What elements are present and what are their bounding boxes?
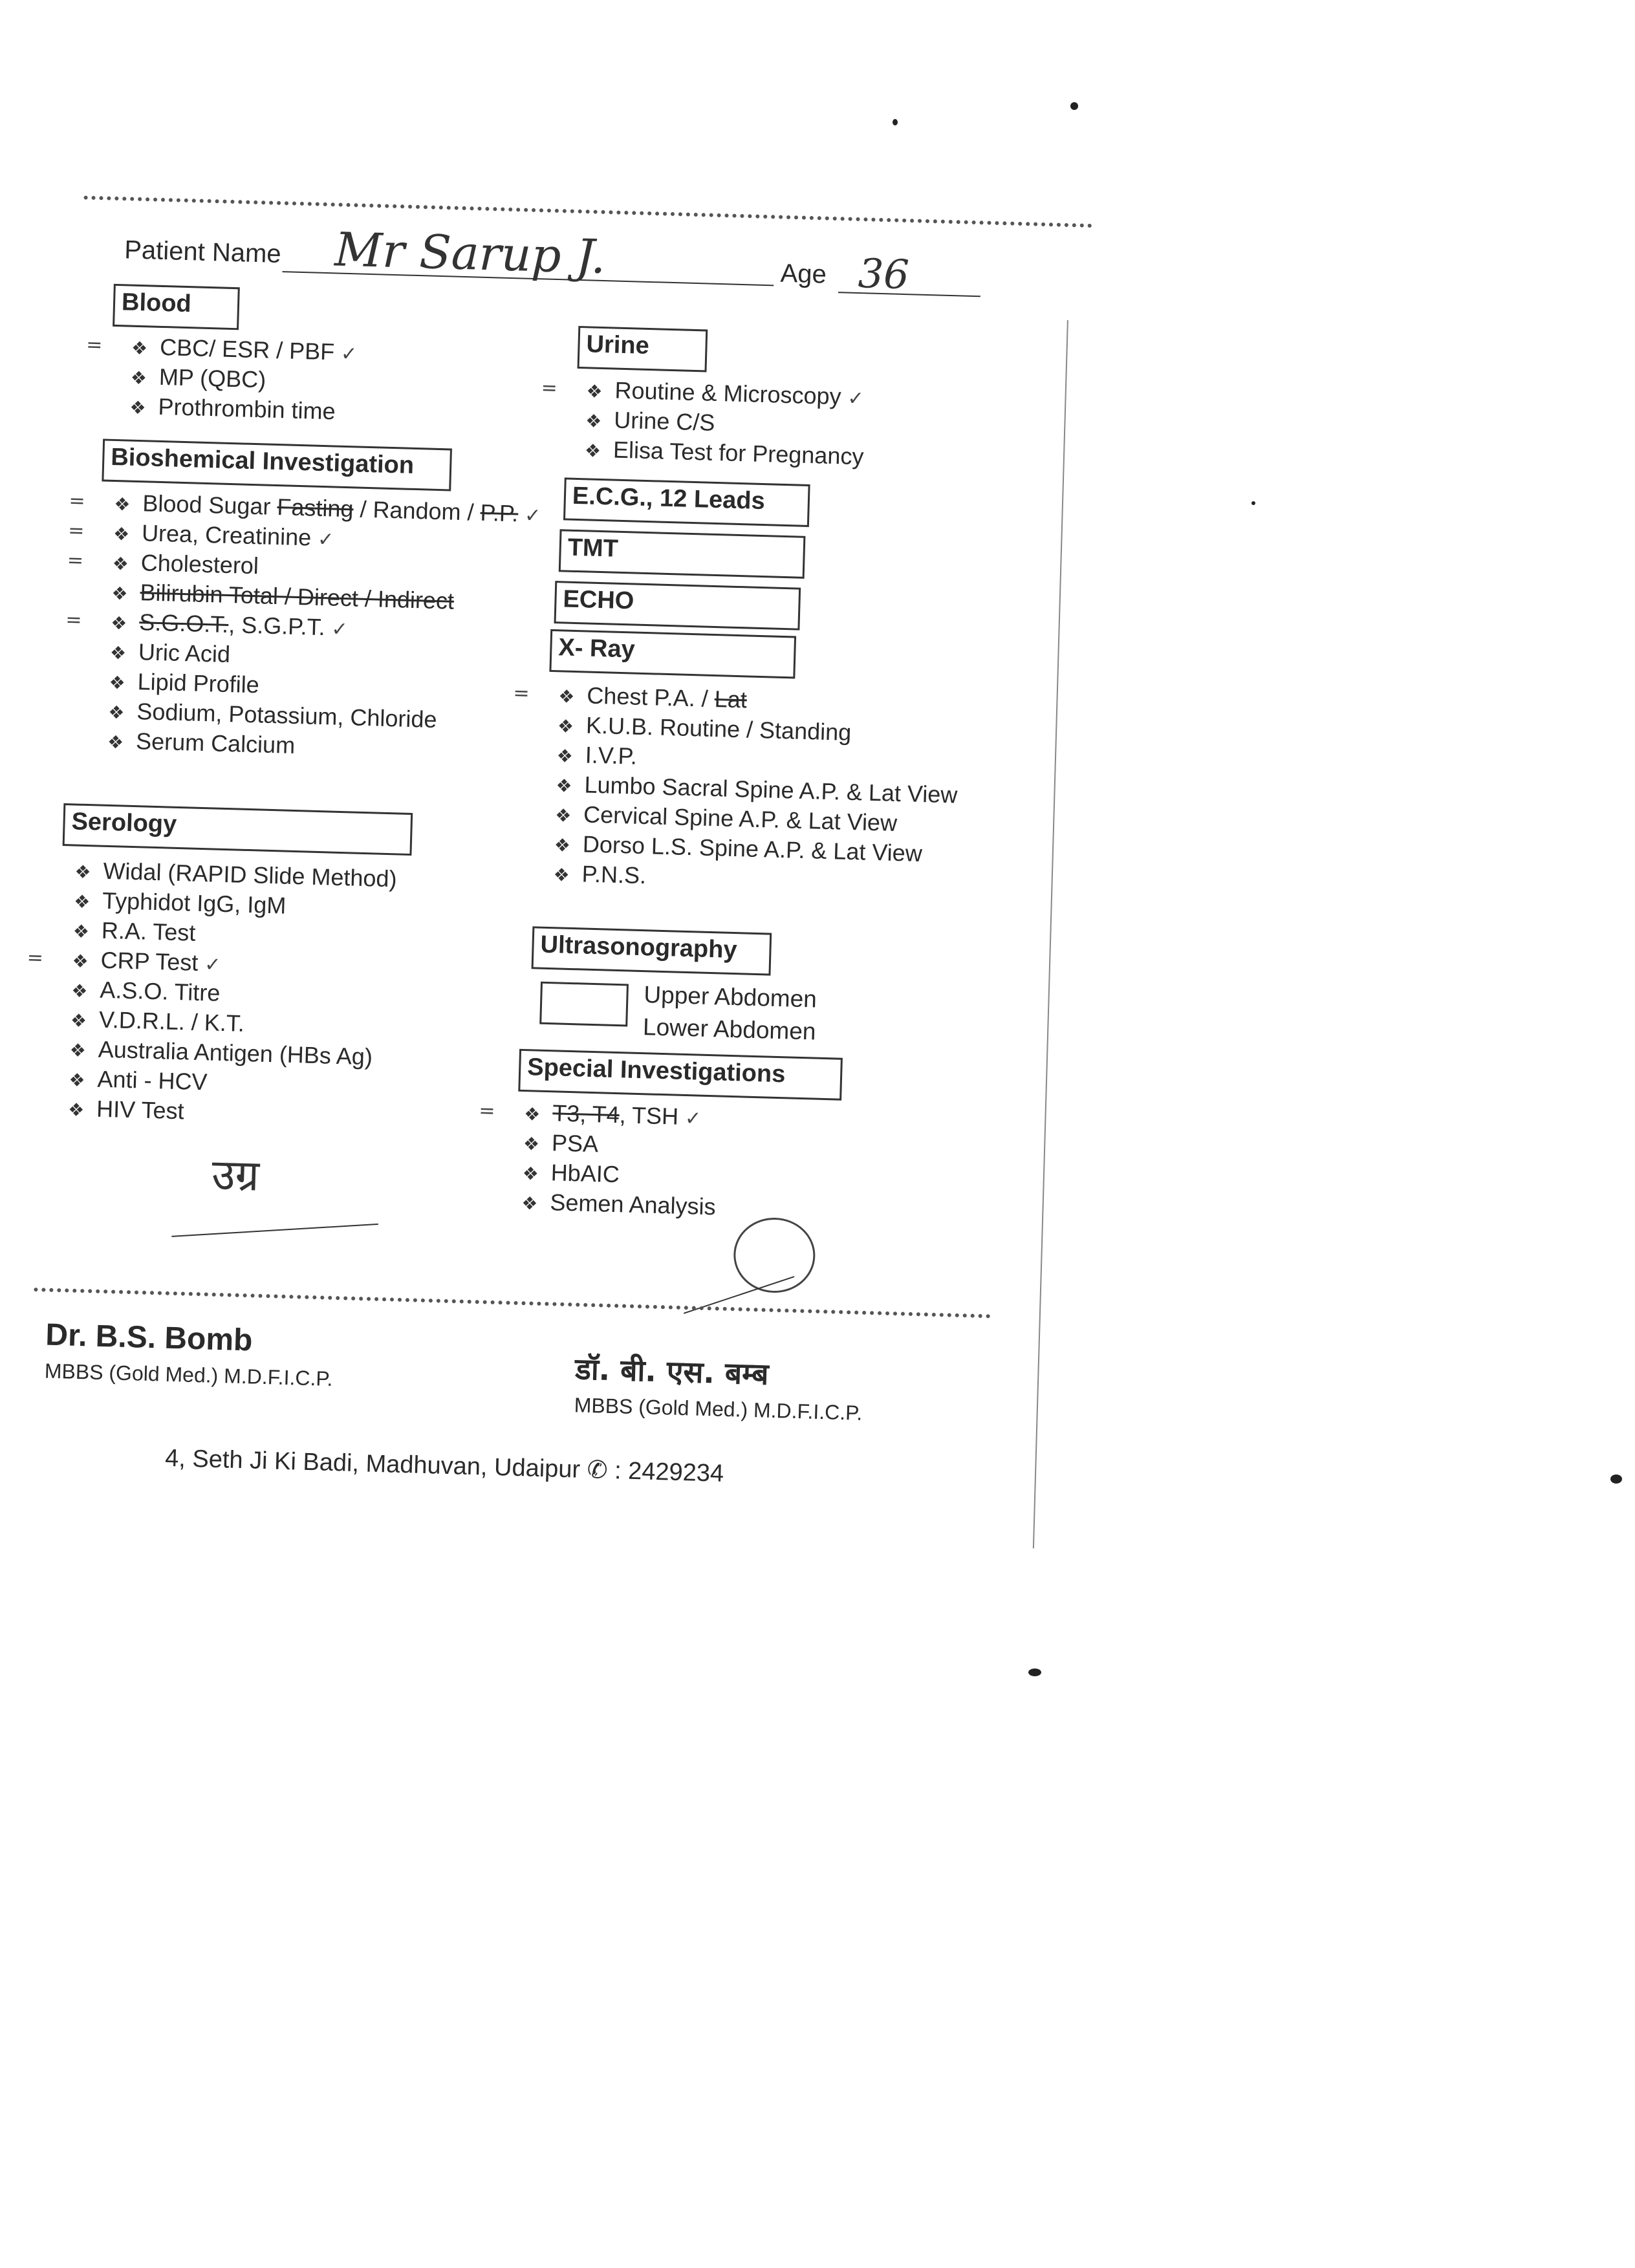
diamond-bullet-icon: ❖ [69, 1070, 86, 1091]
list-item: ❖ Dorso L.S. Spine A.P. & Lat View [554, 830, 923, 867]
list-item: ❖ Semen Analysis [521, 1189, 717, 1220]
diamond-bullet-icon: ❖ [521, 1193, 538, 1214]
diamond-bullet-icon: ❖ [110, 612, 127, 634]
diamond-bullet-icon: ❖ [586, 381, 603, 402]
diamond-bullet-icon: ❖ [109, 642, 127, 664]
diamond-bullet-icon: ❖ [113, 523, 130, 545]
doctor-name: Dr. B.S. Bomb [45, 1317, 254, 1358]
scan-speck [1251, 501, 1255, 505]
list-item: ❖ Urine C/S [585, 406, 715, 436]
list-item: ❖ Lumbo Sacral Spine A.P. & Lat View [556, 771, 958, 808]
diamond-bullet-icon: ❖ [112, 553, 129, 574]
dash-mark: = [67, 549, 84, 572]
diamond-bullet-icon: ❖ [556, 775, 573, 796]
list-item: ❖ K.U.B. Routine / Standing [557, 711, 852, 746]
list-item: ❖ Widal (RAPID Slide Method) [74, 857, 398, 892]
dash-mark: = [85, 333, 103, 357]
form-right-edge [1033, 320, 1068, 1548]
list-item: ❖ Uric Acid [109, 636, 537, 678]
section-title-xray: X- Ray [549, 629, 796, 679]
section-title-serology: Serology [63, 803, 413, 856]
check-mark-icon: ✓ [204, 953, 221, 977]
section-title-biochemical: Bioshemical Investigation [102, 438, 452, 491]
diamond-bullet-icon: ❖ [69, 1040, 87, 1061]
list-item: ❖ I.V.P. [556, 739, 958, 780]
special-list [478, 1097, 719, 1222]
list-item: ❖ HbAIC [522, 1157, 717, 1192]
list-item: ❖ Australia Antigen (HBs Ag) [69, 1035, 373, 1070]
list-item: = ❖ T3, T4, TSH ✓ [524, 1097, 719, 1132]
list-item: ❖ PSA [523, 1127, 717, 1162]
diamond-bullet-icon: ❖ [523, 1134, 540, 1154]
check-mark-icon: ✓ [331, 618, 349, 642]
patient-name-value: Mr Sarup J. [334, 222, 607, 285]
dash-mark: = [65, 608, 82, 632]
ultrasonography-lower: Lower Abdomen [642, 1013, 817, 1045]
diamond-bullet-icon: ❖ [522, 1163, 539, 1184]
diamond-bullet-icon: ❖ [72, 921, 90, 942]
diamond-bullet-icon: ❖ [129, 397, 147, 418]
list-item: ❖ Elisa Test for Pregnancy [584, 436, 864, 470]
check-mark-icon: ✓ [684, 1107, 702, 1130]
list-item: = ❖ CBC/ ESR / PBF ✓ [131, 332, 358, 368]
list-item: ❖ Lipid Profile [109, 668, 260, 698]
diamond-bullet-icon: ❖ [584, 440, 601, 461]
diamond-bullet-icon: ❖ [130, 367, 147, 389]
scan-speck [1070, 102, 1078, 110]
serology-list [27, 856, 398, 1132]
scan-speck [893, 119, 898, 125]
list-item: = ❖ Chest P.A. / Lat [558, 680, 960, 720]
diamond-bullet-icon: ❖ [67, 1099, 85, 1121]
diamond-bullet-icon: ❖ [557, 716, 574, 737]
list-item: = ❖ Urea, Creatinine ✓ [113, 517, 541, 559]
check-mark-icon: ✓ [340, 342, 358, 366]
list-item: ❖ HIV Test [68, 1093, 391, 1132]
dash-mark: = [478, 1099, 496, 1123]
diamond-bullet-icon: ❖ [131, 338, 148, 359]
list-item: ❖ Cervical Spine A.P. & Lat View [554, 801, 898, 836]
xray-list [512, 680, 960, 899]
signature-line [171, 1224, 378, 1237]
diamond-bullet-icon: ❖ [74, 861, 92, 883]
section-title-tmt: TMT [559, 529, 806, 579]
scan-speck [1028, 1669, 1041, 1676]
list-item: = ❖ CRP Test ✓ [72, 944, 395, 983]
lab-requisition-form [0, 188, 1034, 1567]
section-title-ultrasonography: Ultrasonography [532, 926, 772, 975]
list-item: ❖ Prothrombin time [129, 393, 336, 425]
age-value: 36 [857, 249, 910, 299]
diamond-bullet-icon: ❖ [585, 411, 602, 431]
list-item: = ❖ S.G.O.T., S.G.P.T. ✓ [111, 607, 538, 648]
scan-speck [1610, 1474, 1622, 1484]
footer-divider [34, 1288, 991, 1318]
diamond-bullet-icon: ❖ [109, 672, 126, 693]
list-item: ❖ R.A. Test [72, 916, 196, 946]
list-item: ❖ Bilirubin Total / Direct / Indirect [111, 579, 455, 614]
diamond-bullet-icon: ❖ [111, 583, 129, 604]
section-title-ecg: E.C.G., 12 Leads [563, 477, 810, 527]
patient-name-label: Patient Name [124, 235, 282, 269]
doctor-qualifications: MBBS (Gold Med.) M.D.F.I.C.P. [44, 1359, 333, 1390]
blood-list [85, 332, 358, 427]
age-label: Age [780, 259, 827, 289]
doctor-name-hindi: डॉ. बी. एस. बम्ब [574, 1351, 770, 1392]
check-mark-icon: ✓ [524, 504, 541, 528]
diamond-bullet-icon: ❖ [72, 951, 89, 972]
dash-mark: = [541, 376, 558, 400]
diamond-bullet-icon: ❖ [558, 686, 575, 707]
dash-mark: = [69, 490, 86, 513]
dash-mark: = [27, 946, 44, 970]
list-item: ❖ Serum Calcium [107, 728, 296, 759]
dash-mark: = [67, 519, 85, 543]
list-item: = ❖ Cholesterol [112, 547, 539, 589]
diamond-bullet-icon: ❖ [107, 731, 124, 753]
diamond-bullet-icon: ❖ [70, 1010, 87, 1031]
diamond-bullet-icon: ❖ [523, 1104, 541, 1125]
section-title-blood: Blood [113, 284, 240, 330]
diamond-bullet-icon: ❖ [107, 702, 125, 723]
list-item: ❖ MP (QBC) [130, 363, 266, 393]
check-mark-icon: ✓ [317, 528, 334, 552]
diamond-bullet-icon: ❖ [553, 865, 570, 885]
diamond-bullet-icon: ❖ [70, 980, 88, 1002]
doctor-qualifications-hindi-side: MBBS (Gold Med.) M.D.F.I.C.P. [574, 1393, 863, 1425]
diamond-bullet-icon: ❖ [554, 835, 571, 856]
diamond-bullet-icon: ❖ [554, 805, 572, 826]
section-title-special: Special Investigations [518, 1049, 843, 1101]
diamond-bullet-icon: ❖ [113, 494, 131, 515]
ultrasonography-checkbox [539, 982, 629, 1027]
list-item: = ❖ Blood Sugar Fasting / Random / P.P. ✓ [114, 488, 541, 529]
ultrasonography-upper: Upper Abdomen [643, 981, 817, 1013]
handwritten-note: उग्र [211, 1149, 260, 1201]
check-mark-icon: ✓ [847, 387, 865, 411]
biochem-list [65, 488, 542, 767]
list-item: ❖ A.S.O. Titre [70, 976, 221, 1006]
list-item: ❖ Anti - HCV [69, 1065, 208, 1096]
urine-list [541, 374, 865, 471]
section-title-urine: Urine [578, 326, 708, 373]
dash-mark: = [512, 682, 530, 706]
list-item: = ❖ Routine & Microscopy ✓ [586, 374, 866, 412]
list-item: ❖ Typhidot IgG, IgM [73, 887, 287, 919]
section-title-echo: ECHO [554, 581, 801, 631]
list-item: ❖ Sodium, Potassium, Chloride [107, 698, 438, 733]
list-item: ❖ P.N.S. [553, 858, 955, 899]
diamond-bullet-icon: ❖ [73, 891, 91, 913]
list-item: ❖ V.D.R.L. / K.T. [70, 1006, 245, 1037]
clinic-address: 4, Seth Ji Ki Badi, Madhuvan, Udaipur ✆ : 2429234 [164, 1444, 724, 1487]
diamond-bullet-icon: ❖ [556, 746, 574, 766]
